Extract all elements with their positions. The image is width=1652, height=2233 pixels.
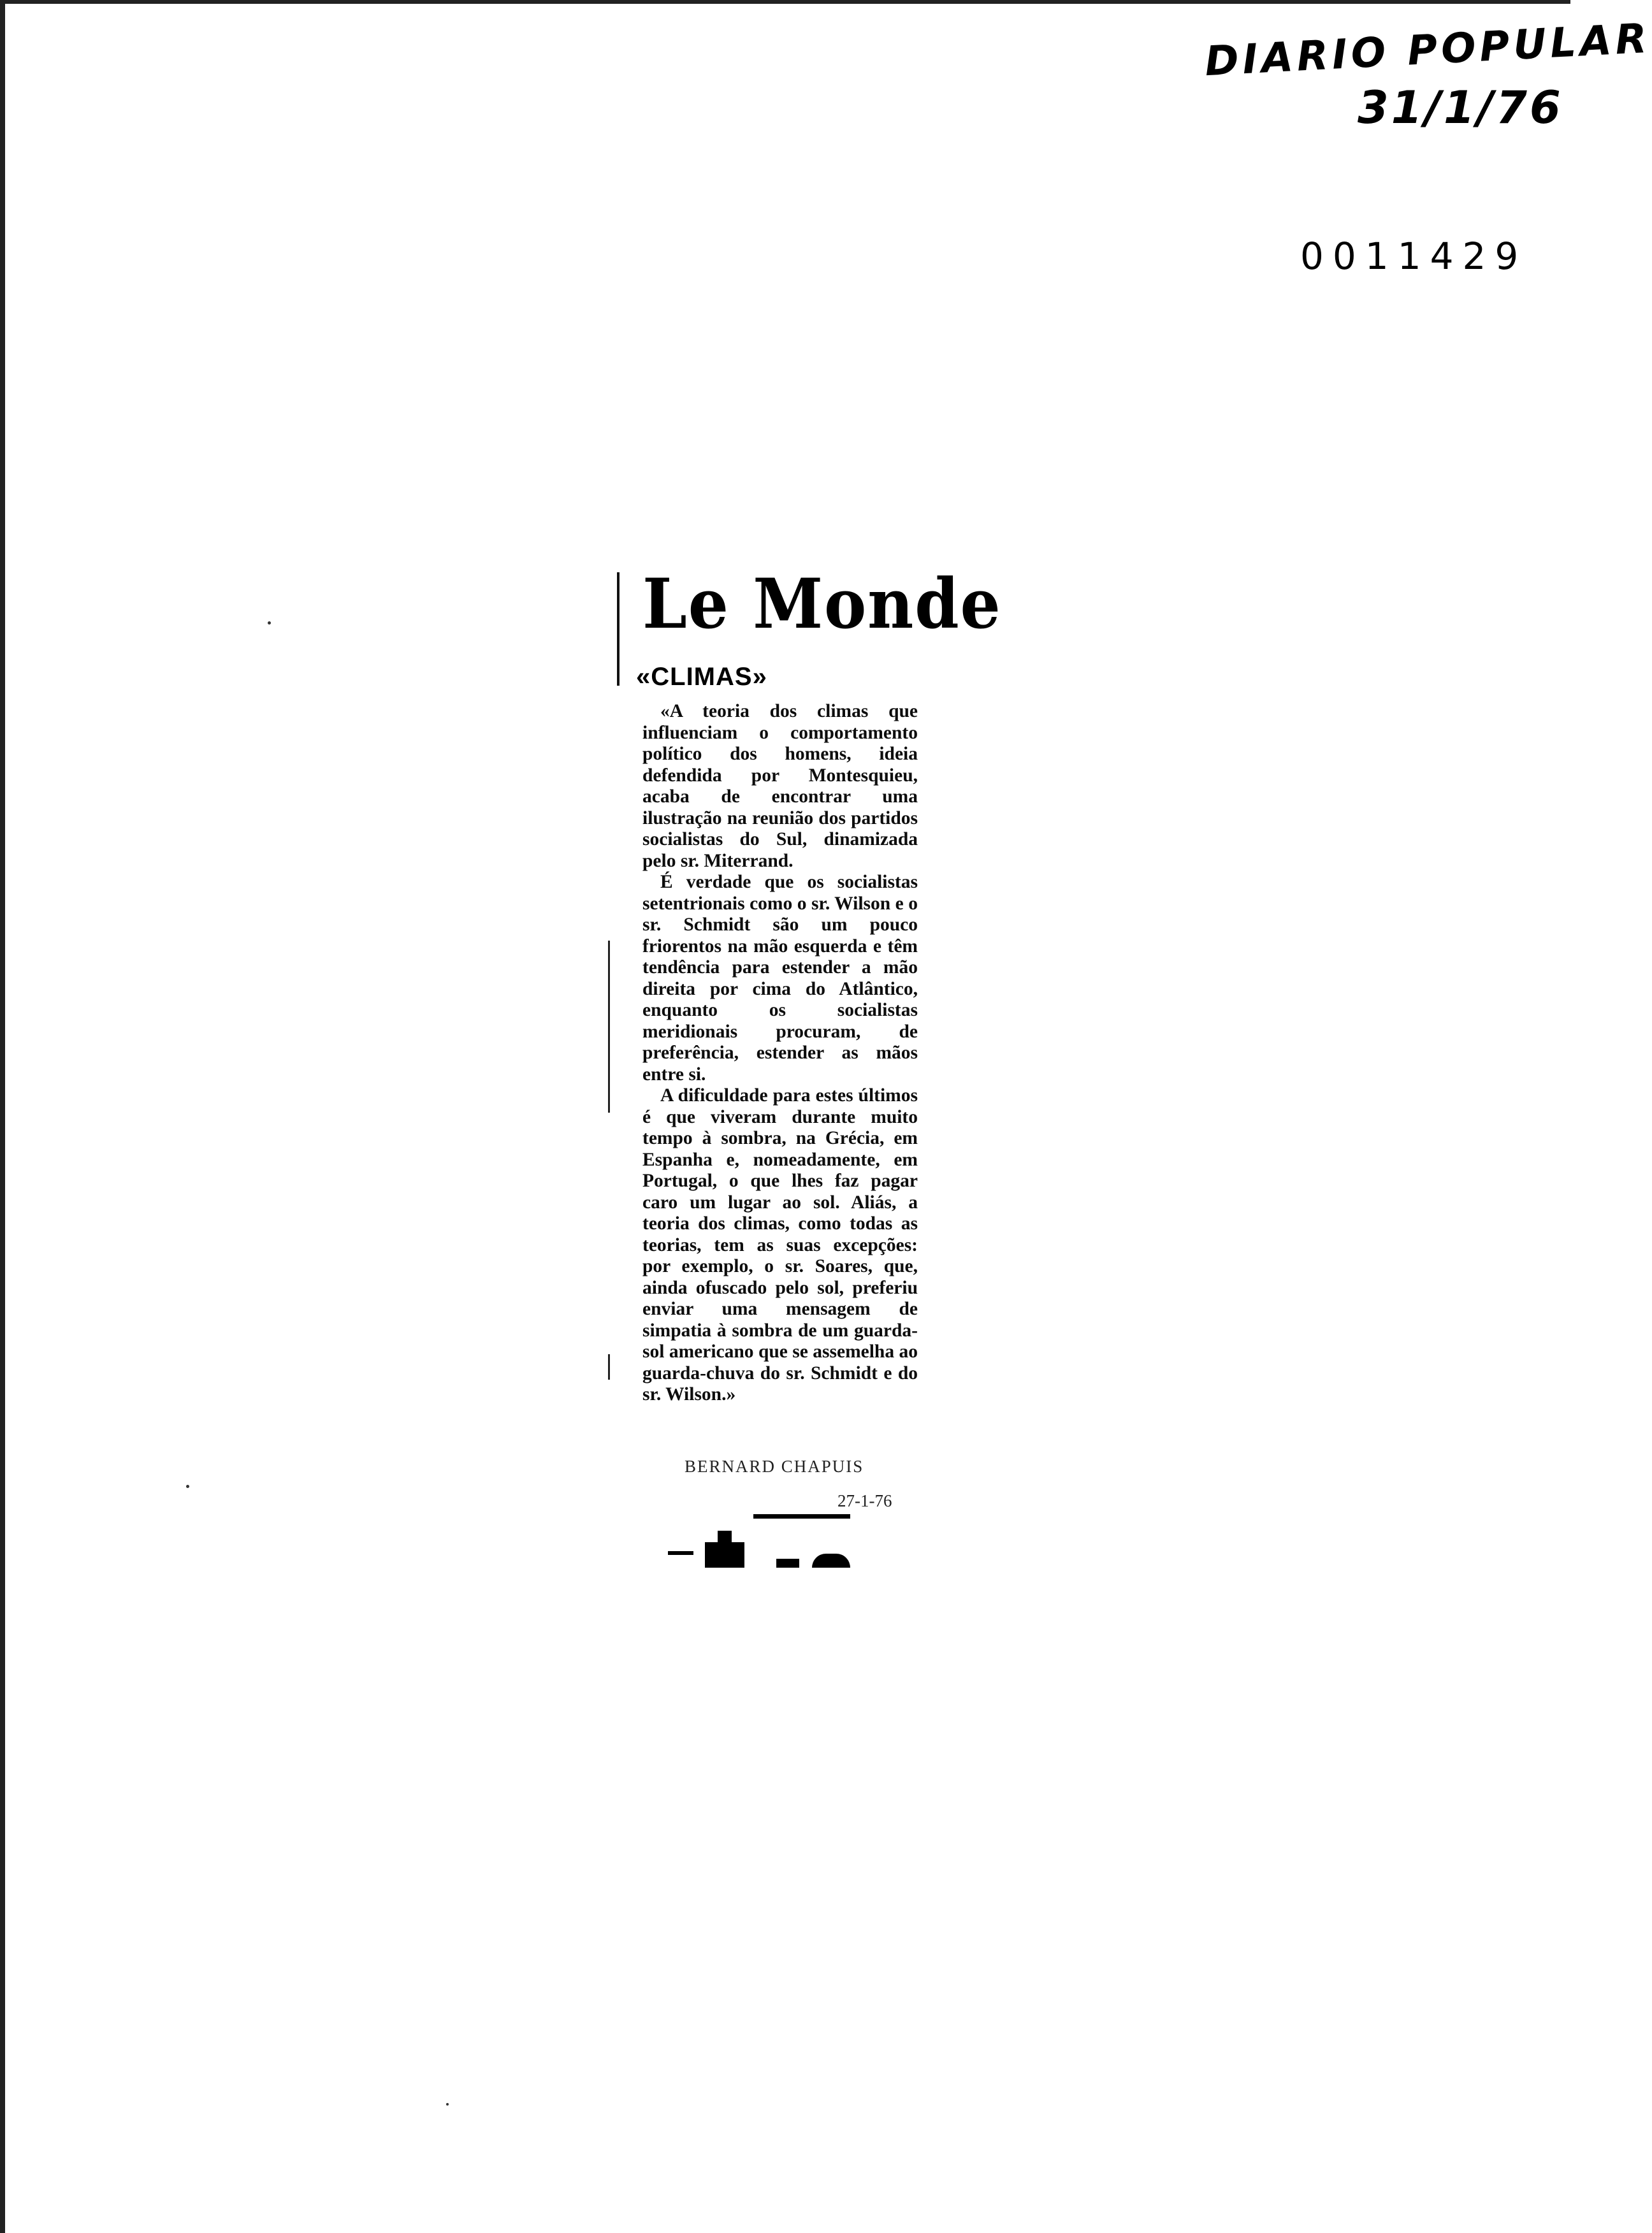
newspaper-masthead: Le Monde — [642, 564, 1002, 644]
clipping-date-underline — [753, 1514, 850, 1519]
clipping-edge-rule — [617, 572, 620, 686]
scan-speck — [268, 621, 271, 625]
article-paragraph: «A teoria dos climas que influenciam o comportamento político dos homens, ideia defendida por Montesquieu, acaba de encontrar uma ilustração na reunião dos partidos socialistas do Sul, dinamizada pelo sr. Miterrand. — [642, 701, 918, 871]
article-title: «CLIMAS» — [636, 663, 767, 691]
clipping-date: 27-1-76 — [837, 1491, 892, 1510]
cut-off-next-headline — [668, 1528, 878, 1568]
handwritten-id-number: 0011429 — [1300, 235, 1528, 278]
headline-fragment — [718, 1531, 732, 1568]
clipping-margin-rule — [608, 941, 610, 1113]
article-paragraph: A dificuldade para estes últimos é que viveram durante muito tempo à sombra, na Grécia, em Espanha e, nomeadamente, em Portugal, o que lhes faz pagar caro um lugar ao sol. Aliás, a teoria dos climas, como todas as teorias, tem as suas excepções: por exemplo, o sr. Soares, que, ainda ofuscado pelo sol, preferiu enviar uma mensagem de simpatia à sombra de um guarda-sol americano que se assemelha ao guarda-chuva do sr. Schmidt e do sr. Wilson.» — [642, 1085, 918, 1405]
headline-fragment — [776, 1559, 799, 1568]
handwritten-source-note: DIARIO POPULAR — [1203, 15, 1652, 86]
headline-fragment — [668, 1551, 693, 1555]
page-left-edge — [0, 0, 5, 2233]
article-byline: BERNARD CHAPUIS — [685, 1457, 864, 1476]
page-top-edge — [0, 0, 1570, 4]
scan-speck — [186, 1485, 189, 1488]
scan-speck — [446, 2103, 449, 2106]
article-paragraph: É verdade que os socialistas setentrionais como o sr. Wilson e o sr. Schmidt são um pouco friorentos na mão esquerda e têm tendência para estender a mão direita por cima do Atlântico, enquanto os socialistas meridionais procuram, de preferência, estender as mãos entre si. — [642, 872, 918, 1085]
article-body — [642, 701, 918, 1406]
newspaper-clipping — [617, 561, 1002, 1568]
headline-fragment — [812, 1554, 850, 1568]
clipping-margin-rule — [608, 1354, 610, 1380]
handwritten-date-note: 31/1/76 — [1358, 82, 1563, 134]
